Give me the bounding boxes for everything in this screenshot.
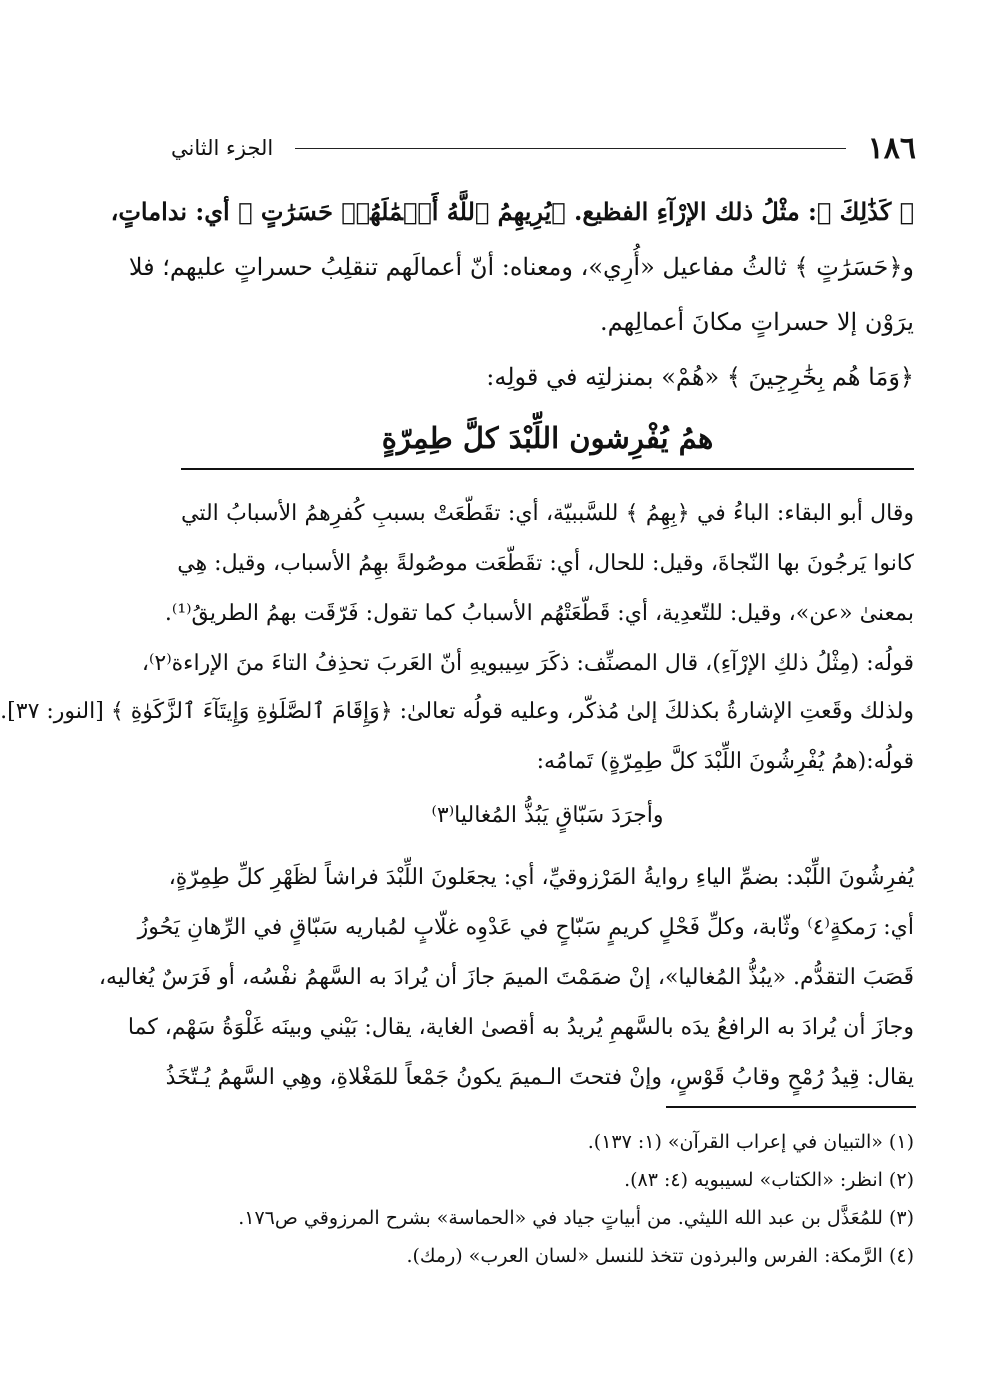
commentary-line-6: قولُه:(همُ يُفْرِشُونَ اللِّبْدَ كلَّ طِمِرّةٍ) تَمامُه:: [536, 749, 914, 774]
commentary-line-1: وقال أبو البقاء: الباءُ في ﴿بِهِمُ ﴾ للسَّببيّة، أي: تقَطّعَتْ بسببِ كُفرِهمُ الأسبابُ التي: [181, 501, 914, 526]
commentary-line-9: قَصَبَ التقدُّم. «يبُذُّ المُغاليا»، إنْ ضمَمْتَ الميمَ جازَ أن يُرادَ به السَّهمُ نفْسُه، أو فَرَسٌ يُغاليه،: [98, 965, 914, 990]
footnote-2: (٢) انظر: «الكتاب» لسيبويه (٤: ٨٣).: [624, 1169, 914, 1191]
commentary-line-11: يقال: قِيدُ رُمْحٍ وقابُ قَوْسٍ، وإنْ فتحتَ الـميمَ يكونُ جَمْعاً للمَغْلاةِ، وهِي السَّهمُ يُـتّخَذُ: [165, 1065, 914, 1090]
footnote-rule: [666, 1106, 916, 1108]
part-label: الجزء الثاني: [171, 136, 274, 160]
commentary-line-5: ولذلك وقَعتِ الإشارةُ بكذلكَ إلىٰ مُذكّر، وعليه قولُه تعالىٰ: ﴿وَإِقَامَ ٱلصَّلَوٰةِ وَإِيتَآءَ ٱلزَّكَوٰةِ ﴾ [النور: ٣٧].: [0, 699, 914, 724]
commentary-line-7: يُفرِشُونَ اللِّبْد: بضمِّ الياءِ روايةُ المَرْزوقيِّ، أي: يجعَلونَ اللِّبْدَ فراشاً لظَهْرِ كلِّ طِمِرّةٍ،: [168, 865, 914, 890]
poem-line: همُ يُفْرِشون اللِّبْدَ كلَّ طِمِرّةٍ: [381, 421, 714, 455]
commentary-line-4: قولُه: (مِثْلُ ذلكِ الإرْآءِ)، قال المصنِّف: ذكَرَ سِيبويهِ أنّ العَربَ تحذِفُ التاءَ منَ الإراءة⁽٢⁾،: [141, 651, 914, 676]
main-line-4: ﴿وَمَا هُم بِخَٰرِجِينَ ﴾ «هُمْ» بمنزلتِه في قولِه:: [486, 363, 914, 391]
main-line-2: و﴿حَسَرَٰتٍ ﴾ ثالثُ مفاعيل «أُرِي»، ومعناه: أنّ أعمالَهم تنقلِبُ حسراتٍ عليهم؛ فلا: [128, 253, 914, 281]
commentary-line-10: وجازَ أن يُرادَ به الرافعُ يدَه بالسَّهمِ يُريدُ به أقصىٰ الغاية، يقال: بَيْني وبينَه غَلْوَةُ سَهْم، كما: [127, 1015, 914, 1040]
header-rule: [295, 148, 845, 149]
commentary-divider: [181, 468, 914, 470]
verse-line: وأجرَدَ سَبّاقٍ يَبُذُّ المُغاليا⁽٣⁾: [431, 803, 664, 828]
commentary-line-8: أي: رَمكةٍ⁽٤⁾ وثّابة، وكلِّ فَحْلٍ كريمٍ سَبّاحٍ في عَدْوِه غلّابٍ لمُباريه سَبّاقٍ في الرِّهانِ يَحُوزُ: [137, 915, 914, 940]
footnote-3: (٣) للمُعَذَّل بن عبد الله الليثي. من أبياتٍ جياد في «الحماسة» بشرح المرزوقي ص١٧٦.: [238, 1207, 914, 1229]
footnote-1: (١) «التبيان في إعراب القرآن» (١: ١٣٧).: [587, 1131, 914, 1153]
main-line-3: يرَوْن إلا حسراتٍ مكانَ أعمالِهم.: [600, 308, 914, 336]
commentary-line-2: كانوا يَرجُونَ بها النّجاةَ، وقيل: للحال، أي: تقَطّعَت موصُولةً بهِمُ الأسباب، وقيل: هِي: [177, 551, 914, 576]
page-number: ١٨٦: [867, 130, 916, 166]
footnote-4: (٤) الرَّمكة: الفرس والبرذون تتخذ للنسل «لسان العرب» (رمك).: [406, 1245, 914, 1267]
page-header: [171, 128, 916, 168]
main-line-1: ﴿ كَذَٰلِكَ ﴾: مثْلُ ذلك الإرْآءِ الفظيع. ﴿يُرِيهِمُ ٱللَّهُ أَعۡمَٰلَهُمۡ حَسَرَٰتٍ ﴾ أي: نداماتٍ،: [110, 197, 914, 226]
commentary-line-3: بمعنىٰ «عن»، وقيل: للتّعدِية، أي: قَطّعَتْهُم الأسبابُ كما تقول: فَرّقَت بهمُ الطريقُ⁽¹⁾.: [164, 601, 914, 626]
